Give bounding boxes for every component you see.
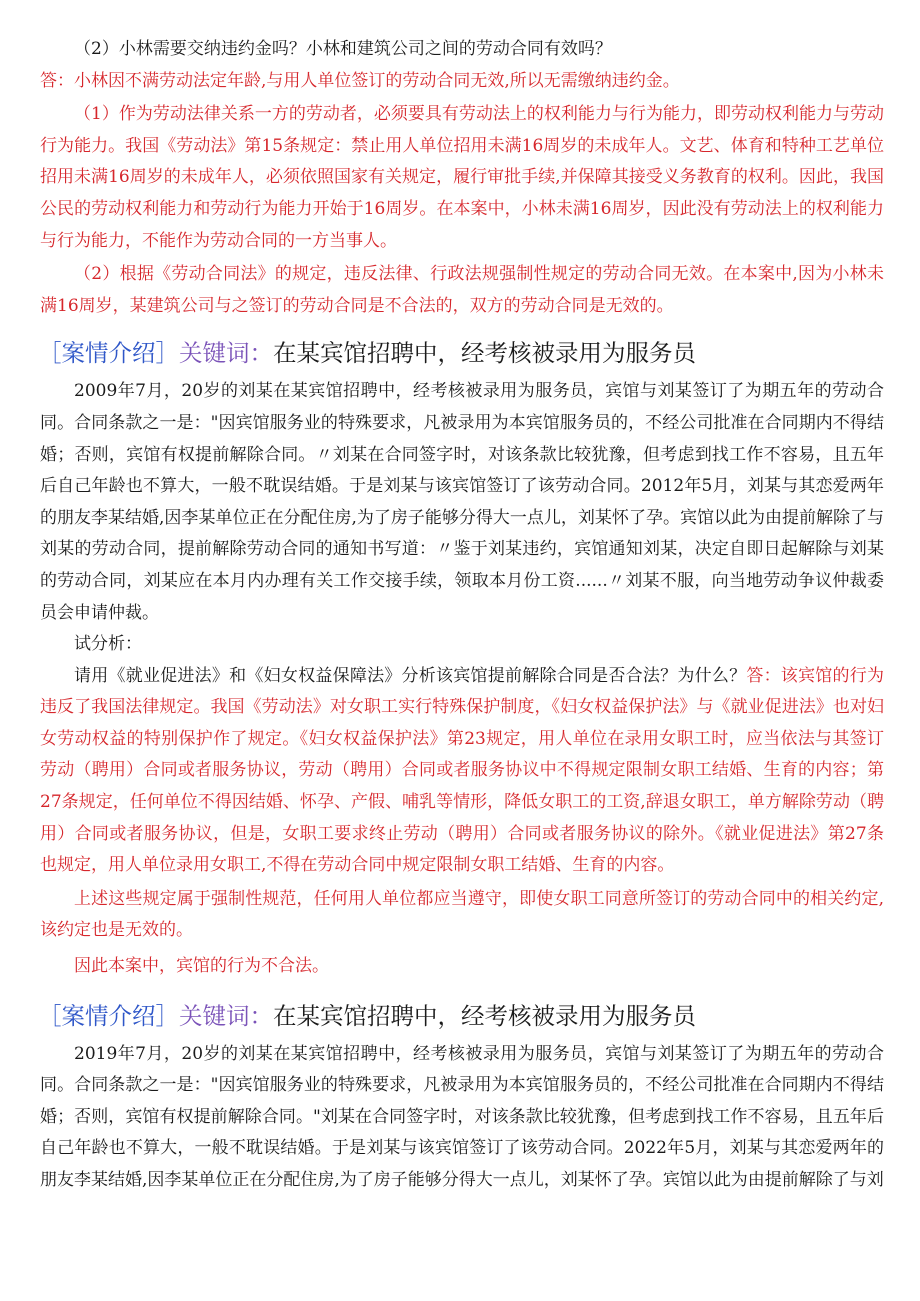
case-1-conclusion: 因此本案中，宾馆的行为不合法。 — [74, 956, 329, 977]
case-1-body: 2009年7月，20岁的刘某在某宾馆招聘中，经考核被录用为服务员，宾馆与刘某签订了为期五年的劳动合同。合同条款之一是："因宾馆服务业的特殊要求，凡被录用为本宾馆服务员的，不经公司批准在合同期内不得结婚；否则，宾馆有权提前解除合同。〃刘某在合同签字时，对该条款比较犹豫，但考虑到找工作不容易，且五年后自己年龄也不算大，一般不耽误结婚。于是刘某与该宾馆签订了该劳动合同。2012年5月，刘某与其恋爱两年的朋友李某结婚,因李某单位正在分配住房,为了房子能够分得大一点儿，刘某怀了孕。宾馆以此为由提前解除了与刘某的劳动合同，提前解除劳动合同的通知书写道：〃鉴于刘某违约，宾馆通知刘某，决定自即日起解除与刘某的劳动合同，刘某应在本月内办理有关工作交接手续，领取本月份工资......〃刘某不服，向当地劳动争议仲裁委员会申请仲裁。 — [40, 381, 884, 623]
case-1-heading — [38, 334, 884, 372]
case-2-tag: ［案情介绍］ — [38, 1001, 179, 1030]
case-1-tag: ［案情介绍］ — [38, 339, 179, 368]
answer-2-reason-2: （2）根据《劳动合同法》的规定，违反法律、行政法规强制性规定的劳动合同无效。在本案中,因为小林未满16周岁，某建筑公司与之签订的劳动合同是不合法的，双方的劳动合同是无效的。 — [40, 264, 884, 316]
answer-2-reason-1: （1）作为劳动法律关系一方的劳动者，必须要具有劳动法上的权利能力与行为能力，即劳动权利能力与劳动行为能力。我国《劳动法》第15条规定：禁止用人单位招用未满16周岁的未成年人。文艺、体育和特种工艺单位招用未满16周岁的未成年人，必须依照国家有关规定，履行审批手续,并保障其接受义务教育的权利。因此，我国公民的劳动权利能力和劳动行为能力开始于16周岁。在本案中，小林未满16周岁，因此没有劳动法上的权利能力与行为能力，不能作为劳动合同的一方当事人。 — [40, 104, 884, 251]
case-1-answer: 答：该宾馆的行为违反了我国法律规定。我国《劳动法》对女职工实行特殊保护制度，《妇女权益保护法》与《就业促进法》也对妇女劳动权益的特别保护作了规定。《妇女权益保护法》第23规定，用人单位在录用女职工时，应当依法与其签订劳动（聘用）合同或者服务协议，劳动（聘用）合同或者服务协议中不得规定限制女职工结婚、生育的内容；第27条规定，任何单位不得因结婚、怀孕、产假、哺乳等情形，降低女职工的工资,辞退女职工，单方解除劳动（聘用）合同或者服务协议，但是，女职工要求终止劳动（聘用）合同或者服务协议的除外。《就业促进法》第27条也规定，用人单位录用女职工,不得在劳动合同中规定限制女职工结婚、生育的内容。 — [40, 665, 885, 876]
case-1-answer-2: 上述这些规定属于强制性规范，任何用人单位都应当遵守，即使女职工同意所签订的劳动合同中的相关约定,该约定也是无效的。 — [40, 888, 884, 941]
case-1-question: 请用《就业促进法》和《妇女权益保障法》分析该宾馆提前解除合同是否合法？为什么？ — [74, 665, 747, 686]
case-1-keyword-label: 关键词： — [179, 339, 273, 368]
case-2-body: 2019年7月，20岁的刘某在某宾馆招聘中，经考核被录用为服务员，宾馆与刘某签订了为期五年的劳动合同。合同条款之一是："因宾馆服务业的特殊要求，凡被录用为本宾馆服务员的，不经公司批准在合同期内不得结婚；否则，宾馆有权提前解除合同。"刘某在合同签字时，对该条款比较犹豫，但考虑到找工作不容易，且五年后自己年龄也不算大，一般不耽误结婚。于是刘某与该宾馆签订了该劳动合同。2022年5月，刘某与其恋爱两年的朋友李某结婚,因李某单位正在分配住房,为了房子能够分得大一点儿，刘某怀了孕。宾馆以此为由提前解除了与刘 — [40, 1043, 884, 1190]
case-1-title: 在某宾馆招聘中，经考核被录用为服务员 — [273, 339, 696, 368]
case-2-title: 在某宾馆招聘中，经考核被录用为服务员 — [273, 1001, 696, 1030]
case-1-question-answer — [40, 661, 884, 882]
case-2-keyword-label: 关键词： — [179, 1001, 273, 1030]
answer-2: 答：小林因不满劳动法定年龄,与用人单位签订的劳动合同无效,所以无需缴纳违约金。 — [40, 70, 680, 91]
case-2-heading — [38, 997, 884, 1035]
question-2: （2）小林需要交纳违约金吗？小林和建筑公司之间的劳动合同有效吗？ — [74, 39, 612, 59]
case-1-analysis-label: 试分析： — [74, 634, 142, 655]
